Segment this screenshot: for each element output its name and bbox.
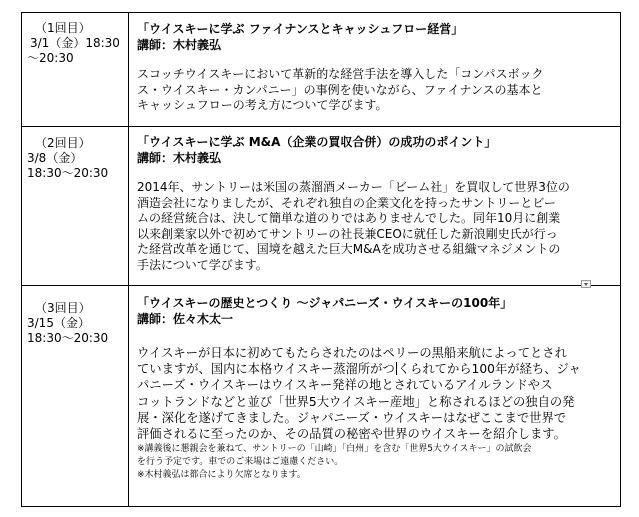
session-notes [137,443,617,482]
session-date: 3/1（金）18:30 [30,36,120,50]
description-line: パニーズ・ウイスキーはウイスキー発祥の地とされているアイルランドやス [137,378,553,393]
session-1-content [137,21,617,114]
session-date: 3/15（金） [27,316,90,330]
session-title: 「ウイスキーに学ぶ M&A（企業の買収合併）の成功のポイント」 [137,135,497,149]
session-1-date [27,21,120,66]
description-line-with-cursor [137,361,617,377]
session-2-date [27,136,108,181]
note-line: を行う予定です。車でのご来場はご遠慮ください。 [137,457,344,468]
row-divider [22,126,620,127]
cursor-line-before: ていますが、国内に本格ウイスキー蒸溜所がつ [137,362,395,377]
session-3-date [27,301,108,346]
description-line: た経営改革を通じて、国境を越えた巨大M&Aを成功させる組織マネジメントの [137,242,561,256]
description-line: ウイスキーが日本に初めてもたらされたのはペリーの黒船来航によってとされ [137,346,567,360]
description-line: 2014年、サントリーは米国の蒸溜酒メーカー「ビーム社」を買収して世界3位の [137,180,570,194]
description-line: 酒造会社になりましたが、それぞれ独自の企業文化を持ったサントリーとビー [137,195,556,210]
row-divider [22,285,620,286]
text-cursor [396,362,397,375]
session-description[interactable] [137,345,617,442]
description-line: スコッチウイスキーにおいて革新的な経営手法を導入した「コンパスボック [137,67,544,81]
lecturer: 講師：木村義弘 [137,151,222,165]
session-time: 18:30～20:30 [27,166,109,180]
session-number: （3回目） [35,301,91,315]
description-line: ス・ウイスキー・カンパニー」の事例を使いながら、ファイナンスの基本と [137,82,543,97]
description-line: コットランドなどと並び「世界5大ウイスキー産地」と称されるほどの独自の発 [137,394,575,409]
session-2-content [137,134,617,273]
session-description [137,180,617,273]
session-date: 3/8（金） [27,151,83,165]
lecturer: 講師：佐々木太一 [137,312,234,326]
note-line: ※木村義弘は都合により欠席となります。 [137,470,306,481]
session-time: 18:30～20:30 [27,331,109,345]
cell-dropdown-button[interactable] [581,280,591,288]
description-line: 評価されるに至ったのか、その品質の秘密や世界のウイスキーを紹介します。 [137,427,566,442]
column-divider [128,13,129,506]
session-number: （2回目） [35,136,91,150]
session-3-content [137,295,617,482]
description-line: 手法について学びます。 [137,257,268,272]
schedule-table [21,12,621,507]
session-time: ～20:30 [27,51,74,65]
session-title: 「ウイスキーの歴史とつくり ～ジャパニーズ・ウイスキーの100年」 [137,296,513,310]
note-line: ※講義後に懇親会を兼ねて、サントリーの「山崎」「白州」を含む「世界5大ウイスキー」の試飲会 [137,444,532,455]
description-line: ムの経営統合は、決して簡単な道のりではありませんでした。同年10月に創業 [137,211,561,225]
session-description [137,67,617,114]
description-line: 展・深化を遂げてきました。ジャパニーズ・ウイスキーはなぜここまで世界で [137,410,567,425]
description-line: キャッシュフローの考え方について学びます。 [137,98,388,112]
session-title: 「ウイスキーに学ぶ ファイナンスとキャッシュフロー経営」 [137,22,464,36]
lecturer: 講師：木村義弘 [137,38,222,52]
session-number: （1回目） [35,21,91,35]
description-line: 以来創業家以外で初めてサントリーの社長兼CEOに就任した新浪剛史氏が行っ [137,226,558,241]
cursor-line-after: くられてから100年が経ち、ジャ [397,362,581,377]
